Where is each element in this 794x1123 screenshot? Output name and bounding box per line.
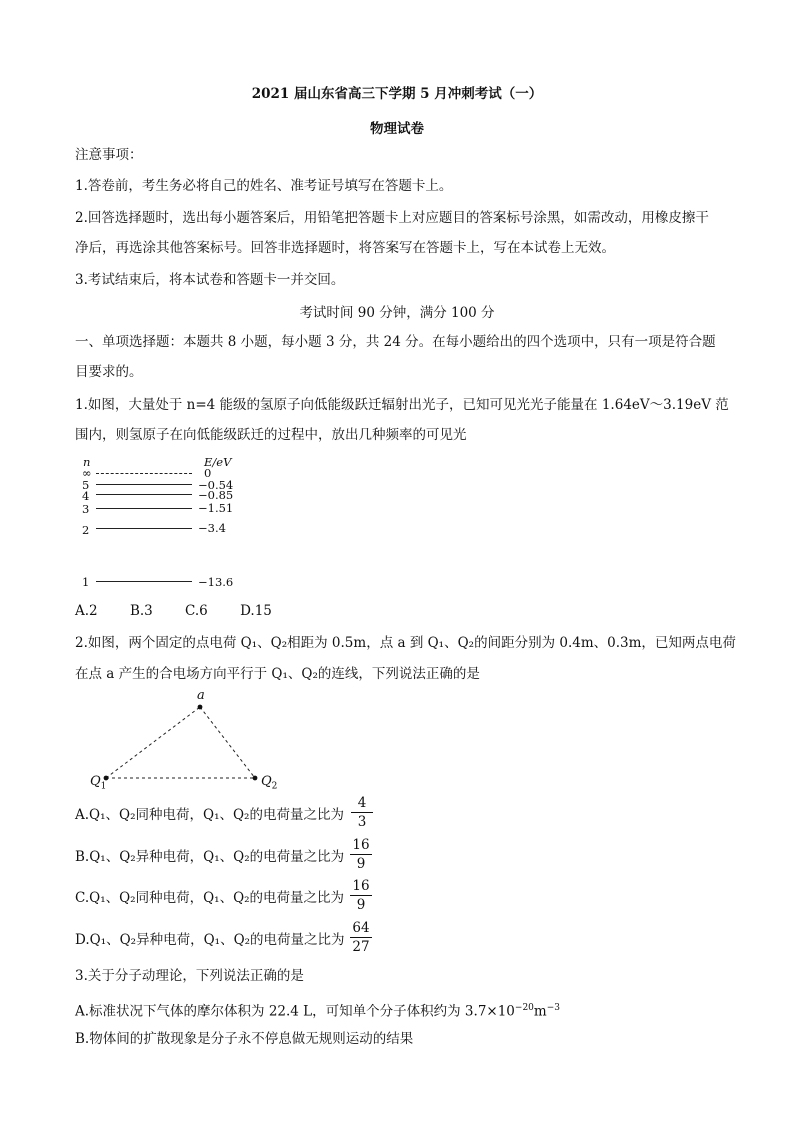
notice-heading: 注意事项：: [75, 147, 143, 163]
notice-item-3: 3.考试结束后，将本试卷和答题卡一并交回。: [75, 272, 345, 288]
level-n-4: 4: [82, 489, 90, 503]
question-1-line-2: 围内，则氢原子在向低能级跃迁的过程中，放出几种频率的可见光: [75, 427, 467, 443]
level-e-4: −0.85: [198, 488, 234, 502]
notice-item-2-line-1: 2.回答选择题时，选出每小题答案后，用铅笔把答题卡上对应题目的答案标号涂黑，如需改动，用橡皮擦干: [75, 210, 709, 226]
side-a-q2: [200, 707, 255, 778]
level-n-inf: ∞: [82, 466, 92, 480]
notice-item-1: 1.答卷前，考生务必将自己的姓名、准考证号填写在答题卡上。: [75, 178, 453, 194]
triangle-figure: [85, 688, 285, 798]
q2-option-a-fraction: 4 3: [351, 795, 373, 830]
q1-option-d[interactable]: D.15: [240, 603, 272, 619]
level-line-1: [96, 581, 192, 582]
level-n-3: 3: [82, 502, 90, 516]
level-e-5: −0.54: [198, 478, 234, 492]
q2-option-c-fraction: 16 9: [350, 878, 372, 913]
section-1-line-2: 目要求的。: [75, 364, 143, 380]
question-3-stem: 3.关于分子动理论，下列说法正确的是: [75, 968, 304, 984]
q1-option-a[interactable]: A.2: [75, 603, 98, 619]
q2-option-a[interactable]: A.Q₁、Q₂同种电荷，Q₁、Q₂的电荷量之比为: [75, 807, 344, 823]
level-e-inf: 0: [204, 466, 212, 480]
level-e-3: −1.51: [198, 501, 234, 515]
q3-option-b[interactable]: B.物体间的扩散现象是分子永不停息做无规则运动的结果: [75, 1031, 414, 1047]
question-1-options: [75, 601, 725, 621]
q3-option-a[interactable]: A.标准状况下气体的摩尔体积为 22.4 L，可知单个分子体积约为 $3.7\times 10^{-20}m^{-3}$: [75, 1003, 560, 1020]
question-1-line-1: 1.如图，大量处于 n=4 能级的氢原子向低能级跃迁辐射出光子，已知可见光光子能量在 1.64eV～3.19eV 范: [75, 397, 729, 413]
level-line-5: [96, 484, 192, 485]
q2-option-d[interactable]: D.Q₁、Q₂异种电荷，Q₁、Q₂的电荷量之比为: [75, 932, 345, 948]
energy-level-diagram: [76, 450, 246, 590]
exam-title: 2021 届山东省高三下学期 5 月冲刺考试（一）: [251, 86, 543, 102]
exam-time-note: 考试时间 90 分钟，满分 100 分: [299, 305, 495, 321]
label-q1: $Q_1$: [90, 774, 107, 792]
label-a: a: [197, 688, 205, 703]
point-a: [198, 705, 203, 710]
notice-item-2-line-2: 净后，再选涂其他答案标号。回答非选择题时，将答案写在答题卡上，写在本试卷上无效。: [75, 240, 615, 256]
level-e-1: −13.6: [198, 575, 234, 589]
side-q1-a: [106, 707, 200, 778]
question-2-line-1: 2.如图，两个固定的点电荷 Q₁、Q₂相距为 0.5m，点 a 到 Q₁、Q₂的间距分别为 0.4m、0.3m，已知两点电荷: [75, 635, 736, 651]
exam-subtitle: 物理试卷: [370, 121, 424, 137]
level-line-4: [96, 494, 192, 495]
level-n-1: 1: [82, 575, 90, 589]
charge-triangle-diagram: [85, 688, 285, 798]
q1-option-b[interactable]: B.3: [129, 603, 153, 619]
label-q2: $Q_2$: [261, 774, 278, 792]
q2-option-b-fraction: 16 9: [350, 837, 372, 872]
q1-option-c[interactable]: C.6: [185, 603, 208, 619]
section-1-line-1: 一、单项选择题：本题共 8 小题，每小题 3 分，共 24 分。在每小题给出的四个选项中，只有一项是符合题: [75, 334, 716, 350]
point-q2: [253, 776, 258, 781]
q2-option-c[interactable]: C.Q₁、Q₂同种电荷，Q₁、Q₂的电荷量之比为: [75, 890, 345, 906]
level-n-2: 2: [82, 523, 90, 537]
question-2-line-2: 在点 a 产生的合电场方向平行于 Q₁、Q₂的连线，下列说法正确的是: [75, 666, 480, 682]
level-line-2: [96, 528, 192, 529]
q2-option-b[interactable]: B.Q₁、Q₂异种电荷，Q₁、Q₂的电荷量之比为: [75, 849, 345, 865]
level-line-inf: [96, 473, 192, 474]
axis-n-label: n: [83, 455, 91, 469]
level-n-5: 5: [82, 478, 90, 492]
level-line-3: [96, 508, 192, 509]
level-e-2: −3.4: [198, 521, 226, 535]
axis-energy-label: E/eV: [204, 455, 232, 469]
q2-option-d-fraction: 64 27: [350, 920, 372, 955]
